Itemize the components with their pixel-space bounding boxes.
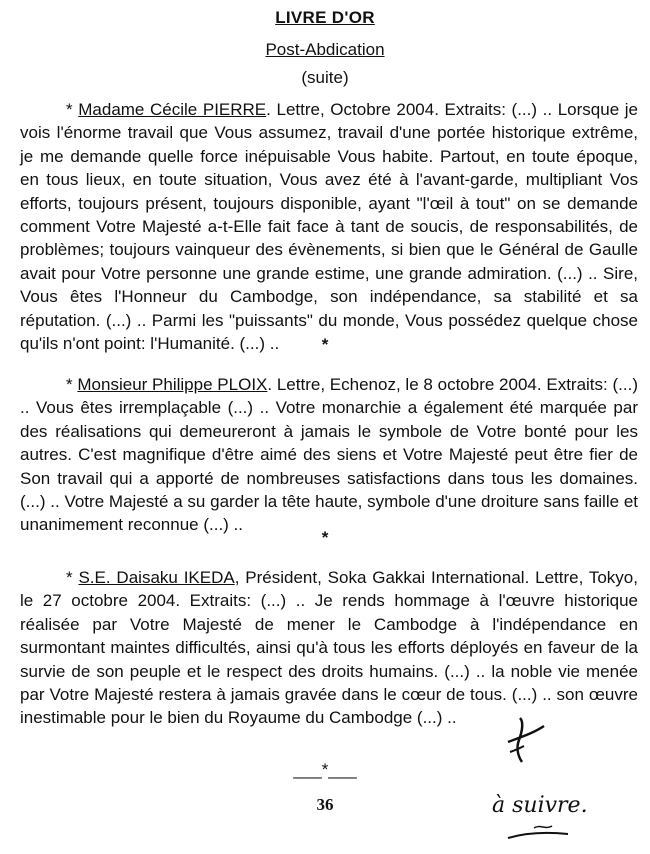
- end-marker: ___*___: [293, 760, 357, 779]
- page-number: 36: [316, 795, 334, 814]
- entry-daisaku-ikeda: [20, 566, 638, 730]
- separator-star: *: [321, 528, 329, 547]
- entry-cecile-pierre: [20, 98, 638, 355]
- page-title: LIVRE D'OR: [275, 8, 375, 27]
- continuation-label: (suite): [301, 68, 349, 87]
- entry-author: Madame Cécile PIERRE: [78, 100, 267, 119]
- handwritten-note-icon: [488, 788, 638, 848]
- entry-philippe-ploix: [20, 373, 638, 537]
- entry-text: . Lettre, Octobre 2004. Extraits: (...) .. Lorsque je vois l'énorme travail que Vous assumez, travail d'une portée historique extrême, je me demande quelle force inépuisable Vous habite. Partout, en toute époque, en tous lieux, en toute situation, Vous avez été à l'avant-garde, multipliant Vos efforts, toujours présent, toujours disponible, ayant "l'œil à tout" on se demande comment Votre Majesté a-t-Elle fait face à tant de soucis, de responsabilités, de problèmes; toujours vainqueur des évènements, si bien que le Général de Gaulle avait pour Votre personne une grande estime, une grande admiration. (...) .. Sire, Vous êtes l'Honneur du Cambodge, son indépendance, sa stabilité et sa réputation. (...) .. Parmi les "puissants" du monde, Vous possédez quelque chose qu'ils n'ont point: l'Humanité. (...) ..: [20, 100, 638, 354]
- entry-text: . Lettre, Echenoz, le 8 octobre 2004. Extraits: (...) .. Vous êtes irremplaçable (...) .. Votre monarchie a également été marquée par des réalisations qui demeureront à jamais le symbole de Votre bonté pour les autres. C'est magnifique d'être aimé des siens et Votre Majesté peut être fier de Son travail qui a apporté de nombreuses satisfactions dans tous les domaines. (...) .. Votre Majesté a su garder la tête haute, symbole d'une droiture sans faille et unanimement reconnue (...) ..: [20, 375, 638, 535]
- separator-star: *: [321, 335, 329, 354]
- entry-bullet: *: [66, 375, 73, 394]
- page-subtitle: Post-Abdication: [265, 40, 385, 59]
- entry-author: Monsieur Philippe PLOIX: [77, 375, 268, 394]
- entry-author: S.E. Daisaku IKEDA: [78, 568, 235, 587]
- entry-text: , Président, Soka Gakkai International. Lettre, Tokyo, le 27 octobre 2004. Extraits: (...) .. Je rends hommage à l'œuvre historique réalisée par Votre Majesté de mener le Cambodge à l'indépendance en surmontant maintes difficultés, ainsi qu'à tous les efforts déployés en faveur de la survie de son peuple et le respect des droits humains. (...) .. la noble vie menée par Votre Majesté restera à jamais gravée dans le cœur de tous. (...) .. son œuvre inestimable pour le bien du Royaume du Cambodge (...) ..: [20, 568, 638, 728]
- entry-bullet: *: [66, 568, 73, 587]
- handwritten-note-text: à suivre.: [492, 793, 588, 818]
- entry-bullet: *: [66, 100, 73, 119]
